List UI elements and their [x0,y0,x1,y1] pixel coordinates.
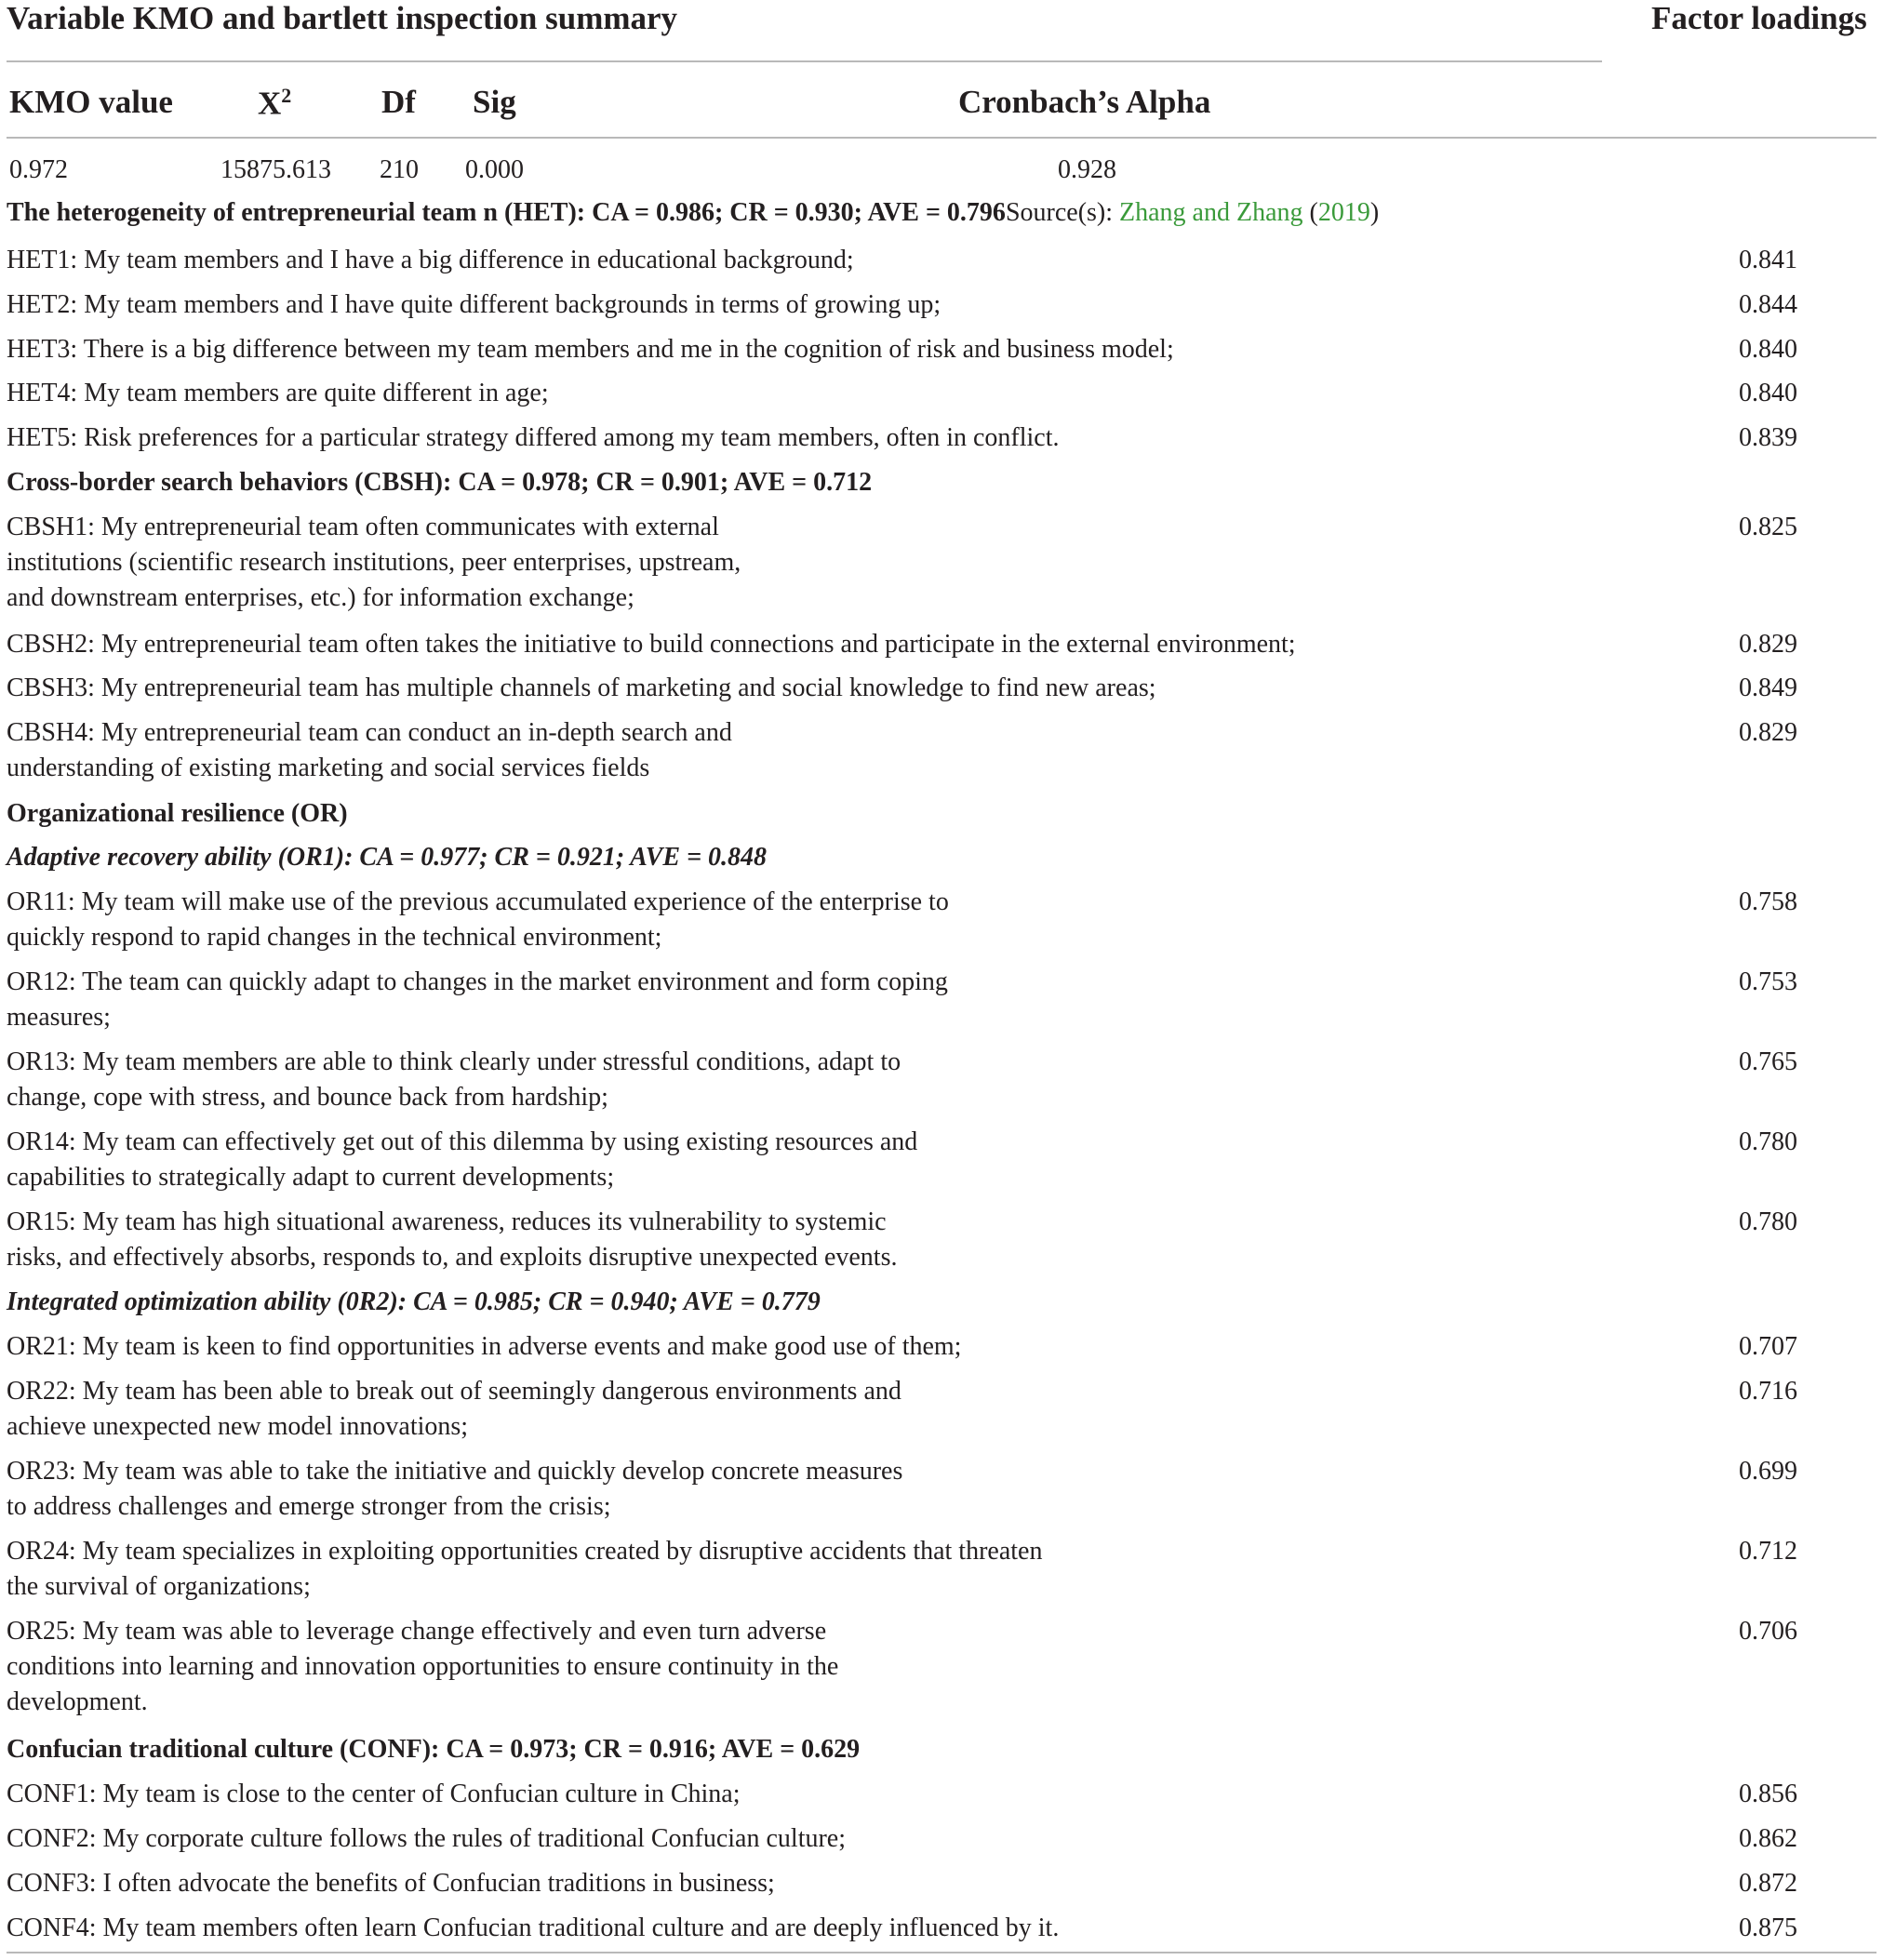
item-text: measures; [7,1003,111,1032]
item-text: quickly respond to rapid changes in the technical environment; [7,923,662,952]
factor-loadings-title: Factor loadings [1651,0,1867,36]
factor-loading: 0.856 [1739,1780,1797,1808]
section-heading-text: Integrated optimization ability (0R2): CA = 0.985; CR = 0.940; AVE = 0.779 [7,1287,821,1316]
item-text: achieve unexpected new model innovations; [7,1412,469,1441]
factor-loading: 0.844 [1739,290,1797,319]
df-value: 210 [380,155,419,184]
factor-loading: 0.829 [1739,630,1797,659]
section-heading-text: Adaptive recovery ability (OR1): CA = 0.977; CR = 0.921; AVE = 0.848 [7,843,768,872]
item-text: OR24: My team specializes in exploiting opportunities created by disruptive accidents that threaten [7,1537,1043,1566]
factor-loading: 0.765 [1739,1047,1797,1076]
source-link[interactable]: Zhang and Zhang [1119,198,1303,227]
sig-value: 0.000 [465,155,524,184]
item-text: risks, and effectively absorbs, responds to, and exploits disruptive unexpected events. [7,1243,898,1272]
source-year-link[interactable]: 2019 [1317,198,1370,227]
het-header: The heterogeneity of entrepreneurial team n (HET): CA = 0.986; CR = 0.930; AVE = 0.796 [7,198,1006,227]
item-text: conditions into learning and innovation opportunities to ensure continuity in the [7,1652,839,1681]
factor-loading: 0.758 [1739,887,1797,916]
header-rule [7,60,1602,62]
df-label: Df [381,84,416,120]
factor-loading: 0.707 [1739,1332,1797,1361]
factor-loading: 0.862 [1739,1824,1797,1853]
section-heading-text: Organizational resilience (OR) [7,799,348,828]
item-text: OR14: My team can effectively get out of this dilemma by using existing resources and [7,1127,918,1156]
sig-label: Sig [473,84,516,120]
kmo-value: 0.972 [9,155,68,184]
section-heading-text: Cross-border search behaviors (CBSH): CA = 0.978; CR = 0.901; AVE = 0.712 [7,468,873,497]
factor-loading: 0.839 [1739,423,1797,452]
item-text: HET3: There is a big difference between my team members and me in the cognition of risk and business model; [7,335,1174,364]
item-text: OR15: My team has high situational awareness, reduces its vulnerability to systemic [7,1207,887,1236]
cronbach-alpha-label: Cronbach’s Alpha [958,84,1211,120]
item-text: institutions (scientific research institutions, peer enterprises, upstream, [7,548,741,577]
factor-loading: 0.875 [1739,1913,1797,1942]
item-text: CBSH3: My entrepreneurial team has multiple channels of marketing and social knowledge to find new areas; [7,673,1156,702]
cronbach-alpha-value: 0.928 [1058,155,1116,184]
item-text: OR23: My team was able to take the initiative and quickly develop concrete measures [7,1457,903,1486]
source-prefix: Source(s): [1005,198,1120,227]
item-text: CONF1: My team is close to the center of Confucian culture in China; [7,1780,741,1808]
factor-loading: 0.829 [1739,718,1797,747]
factor-loading: 0.753 [1739,967,1797,996]
item-text: HET2: My team members and I have quite different backgrounds in terms of growing up; [7,290,942,319]
item-text: CONF3: I often advocate the benefits of Confucian traditions in business; [7,1869,775,1898]
section-heading-text: Confucian traditional culture (CONF): CA = 0.973; CR = 0.916; AVE = 0.629 [7,1735,861,1764]
item-text: OR25: My team was able to leverage change effectively and even turn adverse [7,1617,827,1646]
summary-title: Variable KMO and bartlett inspection summary [7,0,678,36]
item-text: HET5: Risk preferences for a particular strategy differed among my team members, often in conflict. [7,423,1060,452]
item-text: CONF2: My corporate culture follows the rules of traditional Confucian culture; [7,1824,847,1853]
item-text: CBSH2: My entrepreneurial team often takes the initiative to build connections and participate in the external environment; [7,630,1296,659]
het-header-row: The heterogeneity of entrepreneurial team n (HET): CA = 0.986; CR = 0.930; AVE = 0.796Source(s): Zhang and Zhang (2019) [7,198,1380,227]
item-text: HET4: My team members are quite different in age; [7,379,549,407]
item-text: OR11: My team will make use of the previous accumulated experience of the enterprise to [7,887,949,916]
factor-loading: 0.841 [1739,246,1797,274]
bottom-rule [7,1952,1876,1953]
item-text: to address challenges and emerge stronger from the crisis; [7,1492,611,1521]
factor-loading: 0.699 [1739,1457,1797,1486]
kmo-label: KMO value [9,84,173,120]
item-text: change, cope with stress, and bounce back from hardship; [7,1083,608,1112]
labels-rule [7,137,1876,139]
factor-loading: 0.849 [1739,673,1797,702]
item-text: the survival of organizations; [7,1572,311,1601]
item-text: CONF4: My team members often learn Confucian traditional culture and are deeply influenced by it. [7,1913,1060,1942]
factor-loading: 0.872 [1739,1869,1797,1898]
item-text: HET1: My team members and I have a big difference in educational background; [7,246,854,274]
factor-loading: 0.840 [1739,379,1797,407]
factor-loading: 0.712 [1739,1537,1797,1566]
item-text: OR22: My team has been able to break out of seemingly dangerous environments and [7,1377,901,1406]
factor-loading: 0.825 [1739,513,1797,541]
item-text: and downstream enterprises, etc.) for information exchange; [7,583,634,612]
factor-loading: 0.780 [1739,1207,1797,1236]
item-text: understanding of existing marketing and social services fields [7,753,650,782]
factor-loading: 0.716 [1739,1377,1797,1406]
item-text: OR12: The team can quickly adapt to changes in the market environment and form coping [7,967,948,996]
item-text: CBSH4: My entrepreneurial team can conduct an in-depth search and [7,718,732,747]
chi-square-label: $X^2$ [258,84,292,122]
item-text: development. [7,1687,148,1716]
item-text: OR13: My team members are able to think clearly under stressful conditions, adapt to [7,1047,901,1076]
factor-loading: 0.780 [1739,1127,1797,1156]
item-text: CBSH1: My entrepreneurial team often communicates with external [7,513,719,541]
factor-loading: 0.840 [1739,335,1797,364]
item-text: capabilities to strategically adapt to current developments; [7,1163,615,1192]
item-text: OR21: My team is keen to find opportunities in adverse events and make good use of them; [7,1332,962,1361]
chi-square-value: 15875.613 [220,155,331,184]
factor-loading: 0.706 [1739,1617,1797,1646]
